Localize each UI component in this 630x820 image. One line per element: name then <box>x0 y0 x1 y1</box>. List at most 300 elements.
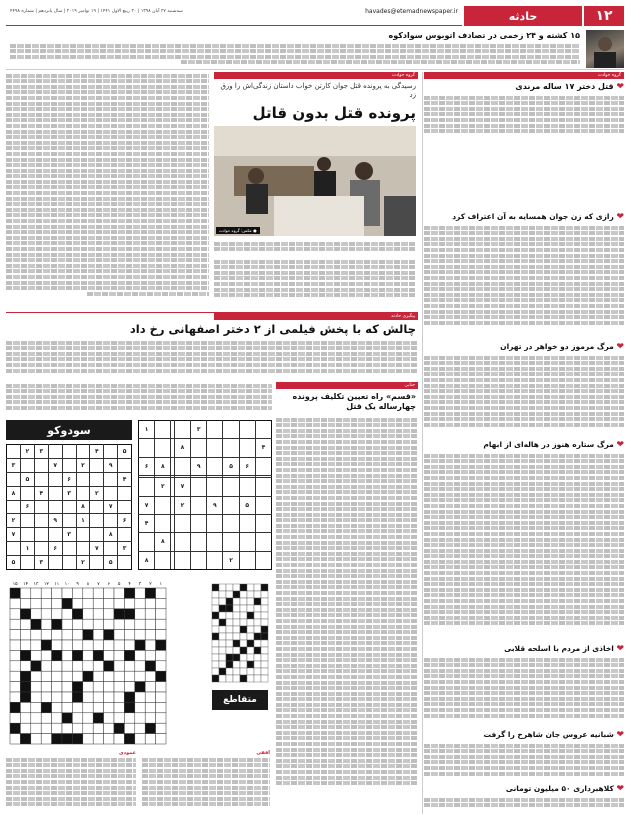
crossword-cell[interactable] <box>83 609 93 619</box>
sudoku-cell[interactable] <box>21 486 35 500</box>
sudoku-cell[interactable] <box>191 533 207 551</box>
crossword-cell[interactable] <box>41 630 51 640</box>
crossword-cell[interactable] <box>72 671 82 681</box>
sudoku-cell[interactable] <box>207 514 223 532</box>
crossword-cell[interactable] <box>20 661 30 671</box>
sudoku-cell[interactable] <box>48 445 62 459</box>
sudoku-cell[interactable] <box>90 556 104 570</box>
crossword-cell[interactable] <box>93 661 103 671</box>
sudoku-cell[interactable]: ۴ <box>34 486 48 500</box>
crossword-cell[interactable] <box>62 588 72 598</box>
sudoku-cell[interactable] <box>191 514 207 532</box>
crossword-cell[interactable] <box>156 661 166 671</box>
sudoku-cell[interactable] <box>255 533 271 551</box>
sudoku-cell[interactable] <box>207 533 223 551</box>
crossword-cell[interactable] <box>124 640 134 650</box>
crossword-cell[interactable] <box>52 692 62 702</box>
sudoku-cell[interactable]: ۷ <box>104 500 118 514</box>
sudoku-cell[interactable]: ۷ <box>48 458 62 472</box>
crossword-cell[interactable] <box>52 588 62 598</box>
crossword-cell[interactable] <box>41 723 51 733</box>
sudoku-cell[interactable] <box>90 472 104 486</box>
crossword-cell[interactable] <box>10 692 20 702</box>
crossword-cell[interactable] <box>83 682 93 692</box>
sudoku-cell[interactable]: ۵ <box>21 472 35 486</box>
crossword-cell[interactable] <box>145 650 155 660</box>
sudoku-cell[interactable] <box>48 528 62 542</box>
sudoku-cell[interactable] <box>255 514 271 532</box>
sudoku-cell[interactable] <box>171 457 174 475</box>
sudoku-cell[interactable]: ۳ <box>34 445 48 459</box>
crossword-cell[interactable] <box>41 713 51 723</box>
sudoku-cell[interactable] <box>191 551 207 569</box>
sudoku-cell[interactable] <box>207 457 223 475</box>
sudoku-cell[interactable] <box>34 514 48 528</box>
crossword-cell[interactable] <box>83 588 93 598</box>
sudoku-cell[interactable]: ۳ <box>62 528 76 542</box>
crossword-cell[interactable] <box>52 661 62 671</box>
crossword-cell[interactable] <box>93 588 103 598</box>
crossword-cell[interactable] <box>31 713 41 723</box>
crossword-cell[interactable] <box>114 713 124 723</box>
story-title[interactable]: مرگ ستاره هنوز در هاله‌ای از ابهام <box>483 440 614 449</box>
sudoku-cell[interactable]: ۱ <box>21 542 35 556</box>
feature-title[interactable]: پرونده قتل بدون قاتل <box>252 104 416 122</box>
crossword-cell[interactable] <box>104 650 114 660</box>
sudoku-cell[interactable] <box>104 445 118 459</box>
crossword-cell[interactable] <box>145 630 155 640</box>
sudoku-cell[interactable] <box>34 458 48 472</box>
crossword-cell[interactable] <box>62 723 72 733</box>
crossword-cell[interactable] <box>10 650 20 660</box>
crossword-cell[interactable] <box>124 619 134 629</box>
sudoku-cell[interactable]: ۴ <box>139 514 155 532</box>
sudoku-cell[interactable] <box>48 500 62 514</box>
crossword-cell[interactable] <box>124 713 134 723</box>
crossword-cell[interactable] <box>93 723 103 733</box>
crossword-cell[interactable] <box>93 734 103 744</box>
sudoku-cell[interactable] <box>207 439 223 457</box>
crossword-cell[interactable] <box>124 598 134 608</box>
sudoku-cell[interactable]: ۹ <box>191 457 207 475</box>
sudoku-cell[interactable]: ۵ <box>104 556 118 570</box>
sudoku-cell[interactable] <box>171 478 174 496</box>
crossword-cell[interactable] <box>72 723 82 733</box>
sudoku-cell[interactable] <box>62 542 76 556</box>
crossword-cell[interactable] <box>145 734 155 744</box>
sudoku-cell[interactable] <box>191 496 207 514</box>
sudoku-cell[interactable] <box>207 421 223 439</box>
sudoku-cell[interactable]: ۴ <box>255 439 271 457</box>
crossword-cell[interactable] <box>31 682 41 692</box>
sudoku-cell[interactable] <box>239 421 255 439</box>
crossword-cell[interactable] <box>114 734 124 744</box>
crossword-cell[interactable] <box>20 640 30 650</box>
sudoku-cell[interactable] <box>48 556 62 570</box>
sudoku-cell[interactable]: ۹ <box>48 514 62 528</box>
crossword-cell[interactable] <box>114 630 124 640</box>
crossword-cell[interactable] <box>83 713 93 723</box>
crossword-cell[interactable] <box>52 723 62 733</box>
sudoku-cell[interactable] <box>155 496 171 514</box>
crossword-cell[interactable] <box>156 609 166 619</box>
sudoku-cell[interactable] <box>118 458 132 472</box>
crossword-cell[interactable] <box>10 682 20 692</box>
crossword-cell[interactable] <box>93 640 103 650</box>
crossword-cell[interactable] <box>62 661 72 671</box>
sudoku-cell[interactable]: ۷ <box>139 496 155 514</box>
sudoku-cell[interactable]: ۸ <box>104 528 118 542</box>
crossword-cell[interactable] <box>41 619 51 629</box>
crossword-cell[interactable] <box>93 682 103 692</box>
sudoku-cell[interactable]: ۲ <box>174 496 190 514</box>
crossword-cell[interactable] <box>124 661 134 671</box>
sudoku-cell[interactable] <box>255 478 271 496</box>
sudoku-cell[interactable] <box>174 421 190 439</box>
crossword-cell[interactable] <box>10 671 20 681</box>
crossword-cell[interactable] <box>104 609 114 619</box>
crossword-cell[interactable] <box>41 671 51 681</box>
crossword-cell[interactable] <box>114 661 124 671</box>
crossword-cell[interactable] <box>41 692 51 702</box>
crossword-cell[interactable] <box>156 619 166 629</box>
crossword-cell[interactable] <box>104 619 114 629</box>
crossword-cell[interactable] <box>62 702 72 712</box>
sudoku-cell[interactable] <box>104 514 118 528</box>
crossword-cell[interactable] <box>114 671 124 681</box>
crossword-cell[interactable] <box>83 734 93 744</box>
sudoku-cell[interactable] <box>34 528 48 542</box>
crossword-cell[interactable] <box>135 713 145 723</box>
crossword-cell[interactable] <box>93 609 103 619</box>
crossword-cell[interactable] <box>145 702 155 712</box>
sudoku-cell[interactable]: ۹ <box>104 458 118 472</box>
crossword-cell[interactable] <box>31 640 41 650</box>
crossword-cell[interactable] <box>20 619 30 629</box>
crossword-cell[interactable] <box>72 702 82 712</box>
crossword-cell[interactable] <box>52 640 62 650</box>
crossword-cell[interactable] <box>10 713 20 723</box>
crossword-cell[interactable] <box>52 598 62 608</box>
crossword-cell[interactable] <box>135 598 145 608</box>
sudoku-cell[interactable] <box>171 421 174 439</box>
crossword-cell[interactable] <box>31 723 41 733</box>
sudoku-cell[interactable] <box>255 457 271 475</box>
crossword-cell[interactable] <box>83 640 93 650</box>
crossword-cell[interactable] <box>10 661 20 671</box>
story-title[interactable]: قتل دختر ۱۷ ساله مرندی <box>515 82 614 91</box>
sudoku-cell[interactable]: ۸ <box>174 439 190 457</box>
crossword-cell[interactable] <box>156 588 166 598</box>
sudoku-cell[interactable]: ۸ <box>155 533 171 551</box>
crossword-cell[interactable] <box>156 692 166 702</box>
sudoku-cell[interactable] <box>7 445 21 459</box>
crossword-cell[interactable] <box>41 609 51 619</box>
crossword-cell[interactable] <box>104 598 114 608</box>
sudoku-cell[interactable] <box>239 439 255 457</box>
sudoku-cell[interactable] <box>155 551 171 569</box>
sudoku-cell[interactable]: ۳ <box>7 458 21 472</box>
crossword-cell[interactable] <box>72 661 82 671</box>
crossword-cell[interactable] <box>62 682 72 692</box>
sudoku-cell[interactable] <box>255 551 271 569</box>
crossword-cell[interactable] <box>31 702 41 712</box>
sudoku-cell[interactable]: ۸ <box>139 551 155 569</box>
sudoku-cell[interactable] <box>223 421 239 439</box>
sudoku-cell[interactable] <box>239 533 255 551</box>
sudoku-cell[interactable]: ۸ <box>7 486 21 500</box>
sudoku-cell[interactable] <box>239 551 255 569</box>
crossword-cell[interactable] <box>10 640 20 650</box>
sudoku-cell[interactable]: ۱ <box>139 421 155 439</box>
crossword-cell[interactable] <box>156 650 166 660</box>
sudoku-cell[interactable] <box>90 528 104 542</box>
crossword-cell[interactable] <box>41 598 51 608</box>
sudoku-cell[interactable] <box>207 478 223 496</box>
crossword-cell[interactable] <box>93 619 103 629</box>
website-link[interactable]: havades@etemadnewspaper.ir <box>365 8 458 15</box>
crossword-cell[interactable] <box>156 713 166 723</box>
crossword-cell[interactable] <box>114 692 124 702</box>
sudoku-cell[interactable] <box>104 542 118 556</box>
sudoku-cell[interactable]: ۳ <box>118 542 132 556</box>
sudoku-cell[interactable]: ۵ <box>223 457 239 475</box>
crossword-cell[interactable] <box>72 588 82 598</box>
sudoku-cell[interactable]: ۵ <box>118 445 132 459</box>
crossword-cell[interactable] <box>145 609 155 619</box>
crossword-cell[interactable] <box>62 692 72 702</box>
crossword-cell[interactable] <box>52 682 62 692</box>
crossword-cell[interactable] <box>114 682 124 692</box>
crossword-cell[interactable] <box>104 692 114 702</box>
sudoku-cell[interactable] <box>76 445 90 459</box>
sudoku-cell[interactable] <box>118 556 132 570</box>
crossword-cell[interactable] <box>52 713 62 723</box>
crossword-cell[interactable] <box>10 609 20 619</box>
crossword-cell[interactable] <box>114 619 124 629</box>
crossword-cell[interactable] <box>83 598 93 608</box>
crossword-cell[interactable] <box>62 671 72 681</box>
crossword-cell[interactable] <box>114 598 124 608</box>
crossword-cell[interactable] <box>72 598 82 608</box>
sudoku-cell[interactable]: ۷ <box>7 528 21 542</box>
sudoku-cell[interactable]: ۸ <box>76 500 90 514</box>
sudoku-cell[interactable]: ۴ <box>90 445 104 459</box>
sudoku-cell[interactable]: ۲ <box>76 458 90 472</box>
sudoku-cell[interactable] <box>7 500 21 514</box>
sudoku-cell[interactable] <box>155 421 171 439</box>
sudoku-cell[interactable] <box>90 458 104 472</box>
crossword-cell[interactable] <box>41 682 51 692</box>
sudoku-cell[interactable] <box>34 472 48 486</box>
sudoku-cell[interactable] <box>62 514 76 528</box>
sudoku-cell[interactable]: ۸ <box>155 457 171 475</box>
crossword-cell[interactable] <box>145 640 155 650</box>
sudoku-cell[interactable] <box>223 439 239 457</box>
sudoku-cell[interactable]: ۶ <box>48 542 62 556</box>
sudoku-cell[interactable]: ۷ <box>90 542 104 556</box>
sudoku-cell[interactable] <box>34 500 48 514</box>
sudoku-cell[interactable]: ۶ <box>239 457 255 475</box>
crossword-cell[interactable] <box>72 640 82 650</box>
crossword-cell[interactable] <box>145 682 155 692</box>
sudoku-cell[interactable] <box>21 458 35 472</box>
sudoku-cell[interactable] <box>118 486 132 500</box>
crossword-cell[interactable] <box>135 609 145 619</box>
sudoku-cell[interactable] <box>21 556 35 570</box>
sudoku-cell[interactable]: ۲ <box>223 551 239 569</box>
story-title[interactable]: کلاهبرداری ۵۰ میلیون تومانی <box>505 784 614 793</box>
sudoku-cell[interactable] <box>191 478 207 496</box>
crossword-cell[interactable] <box>104 640 114 650</box>
sudoku-cell[interactable]: ۹ <box>207 496 223 514</box>
crossword-cell[interactable] <box>83 723 93 733</box>
sudoku-cell[interactable] <box>171 533 174 551</box>
crossword-cell[interactable] <box>93 702 103 712</box>
crossword-cell[interactable] <box>31 598 41 608</box>
crossword-cell[interactable] <box>104 682 114 692</box>
crossword-cell[interactable] <box>145 713 155 723</box>
crossword-cell[interactable] <box>52 630 62 640</box>
sudoku-cell[interactable] <box>76 486 90 500</box>
middle-title[interactable]: چالش که با پخش فیلمی از ۲ دختر اصفهانی رخ داد <box>129 322 416 336</box>
sudoku-cell[interactable] <box>104 472 118 486</box>
crossword-cell[interactable] <box>135 671 145 681</box>
crossword-cell[interactable] <box>145 598 155 608</box>
crossword-cell[interactable] <box>135 650 145 660</box>
crossword-cell[interactable] <box>124 671 134 681</box>
crossword-cell[interactable] <box>124 682 134 692</box>
crossword-cell[interactable] <box>124 723 134 733</box>
sudoku-cell[interactable] <box>155 514 171 532</box>
sudoku-cell[interactable] <box>21 528 35 542</box>
sudoku-cell[interactable] <box>7 472 21 486</box>
crossword-cell[interactable] <box>20 713 30 723</box>
crossword-cell[interactable] <box>156 630 166 640</box>
sudoku-cell[interactable]: ۲ <box>76 556 90 570</box>
sudoku-cell[interactable] <box>239 478 255 496</box>
sudoku-cell[interactable]: ۲ <box>7 514 21 528</box>
crossword-cell[interactable] <box>41 588 51 598</box>
sudoku-cell[interactable] <box>7 542 21 556</box>
top-story-title[interactable]: ۱۵ کشته و ۲۴ زخمی در تصادف اتوبوس سوادکوه <box>388 31 580 40</box>
crossword-cell[interactable] <box>135 723 145 733</box>
sudoku-cell[interactable] <box>76 528 90 542</box>
crossword-cell[interactable] <box>156 723 166 733</box>
sudoku-cell[interactable] <box>76 542 90 556</box>
sudoku-cell[interactable] <box>139 439 155 457</box>
crossword-cell[interactable] <box>31 650 41 660</box>
sudoku-cell[interactable] <box>155 439 171 457</box>
crossword-cell[interactable] <box>20 630 30 640</box>
crossword-cell[interactable] <box>83 619 93 629</box>
sudoku-cell[interactable]: ۴ <box>118 472 132 486</box>
sudoku-cell[interactable] <box>174 457 190 475</box>
sudoku-cell[interactable] <box>174 514 190 532</box>
crossword-cell[interactable] <box>31 630 41 640</box>
crossword-cell[interactable] <box>10 619 20 629</box>
crossword-cell[interactable] <box>62 630 72 640</box>
crossword-cell[interactable] <box>72 713 82 723</box>
crossword-cell[interactable] <box>114 588 124 598</box>
crossword-cell[interactable] <box>83 650 93 660</box>
crossword-cell[interactable] <box>10 630 20 640</box>
crossword-cell[interactable] <box>104 734 114 744</box>
crossword-cell[interactable] <box>31 609 41 619</box>
sudoku-cell[interactable] <box>191 439 207 457</box>
sudoku-cell[interactable] <box>223 478 239 496</box>
lower-title[interactable]: «قسم» راه تعیین تکلیف پرونده چهارساله یک قتل <box>292 392 416 411</box>
crossword-cell[interactable] <box>31 734 41 744</box>
crossword-cell[interactable] <box>104 723 114 733</box>
crossword-cell[interactable] <box>83 661 93 671</box>
crossword-cell[interactable] <box>93 598 103 608</box>
sudoku-cell[interactable] <box>255 496 271 514</box>
crossword-cell[interactable] <box>135 619 145 629</box>
crossword-cell[interactable] <box>20 598 30 608</box>
crossword-cell[interactable] <box>104 702 114 712</box>
crossword-cell[interactable] <box>52 702 62 712</box>
sudoku-cell[interactable]: ۶ <box>118 514 132 528</box>
crossword-cell[interactable] <box>145 619 155 629</box>
crossword-cell[interactable] <box>10 734 20 744</box>
crossword-cell[interactable] <box>156 598 166 608</box>
crossword-cell[interactable] <box>145 692 155 702</box>
crossword-cell[interactable] <box>83 702 93 712</box>
sudoku-cell[interactable] <box>21 514 35 528</box>
sudoku-cell[interactable]: ۱ <box>76 514 90 528</box>
crossword-cell[interactable] <box>52 609 62 619</box>
story-title[interactable]: مرگ مرموز دو خواهر در تهران <box>500 342 614 351</box>
sudoku-cell[interactable] <box>223 514 239 532</box>
sudoku-cell[interactable] <box>171 496 174 514</box>
sudoku-cell[interactable]: ۳ <box>62 486 76 500</box>
sudoku-cell[interactable] <box>90 500 104 514</box>
crossword-cell[interactable] <box>93 630 103 640</box>
story-title[interactable]: رازی که زن جوان همسایه به آن اعتراف کرد <box>452 212 614 221</box>
crossword-cell[interactable] <box>114 640 124 650</box>
sudoku-cell[interactable]: ۳ <box>191 421 207 439</box>
crossword-cell[interactable] <box>72 619 82 629</box>
sudoku-cell[interactable] <box>62 445 76 459</box>
crossword-cell[interactable] <box>156 682 166 692</box>
crossword-cell[interactable] <box>62 640 72 650</box>
sudoku-cell[interactable] <box>62 556 76 570</box>
crossword-cell[interactable] <box>62 650 72 660</box>
story-title[interactable]: اخاذی از مردم با اسلحه قلابی <box>504 644 614 653</box>
crossword-cell[interactable] <box>135 734 145 744</box>
sudoku-cell[interactable] <box>90 514 104 528</box>
crossword-cell[interactable] <box>20 702 30 712</box>
crossword-cell[interactable] <box>135 702 145 712</box>
sudoku-cell[interactable]: ۳ <box>34 556 48 570</box>
crossword-cell[interactable] <box>10 598 20 608</box>
crossword-cell[interactable] <box>135 692 145 702</box>
crossword-cell[interactable] <box>41 734 51 744</box>
sudoku-cell[interactable] <box>104 486 118 500</box>
sudoku-cell[interactable] <box>223 533 239 551</box>
sudoku-cell[interactable]: ۶ <box>62 472 76 486</box>
crossword-cell[interactable] <box>41 650 51 660</box>
crossword-cell[interactable] <box>104 671 114 681</box>
crossword-cell[interactable] <box>104 588 114 598</box>
sudoku-cell[interactable]: ۲ <box>155 478 171 496</box>
crossword-cell[interactable] <box>31 671 41 681</box>
sudoku-cell[interactable] <box>34 542 48 556</box>
sudoku-cell[interactable]: ۷ <box>174 478 190 496</box>
sudoku-cell[interactable] <box>239 514 255 532</box>
crossword-cell[interactable] <box>124 630 134 640</box>
